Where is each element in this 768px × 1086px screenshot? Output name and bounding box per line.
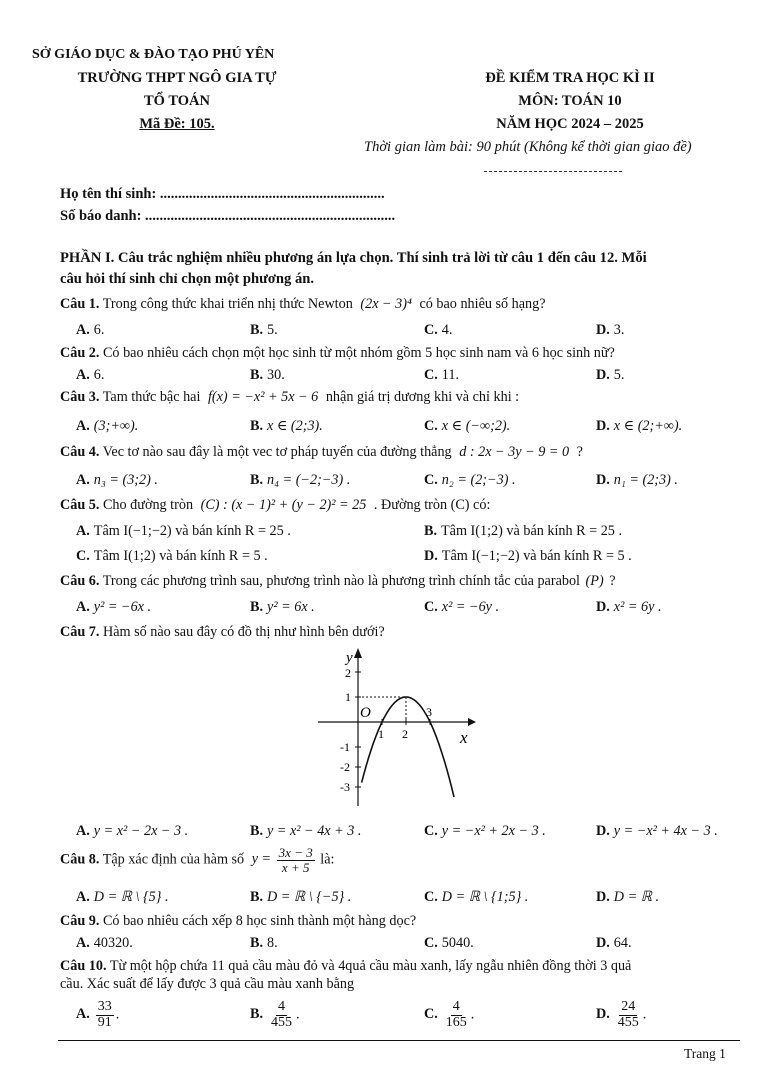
group-name: TỔ TOÁN [144, 93, 210, 109]
question-text: Hàm số nào sau đây có đồ thị như hình bên dưới? [102, 624, 385, 640]
question-text: Vec tơ nào sau đây là một vec tơ pháp tuyến của đường thẳng [102, 444, 452, 460]
q4-option-d[interactable]: D. n₁ = (2;3) . [596, 472, 678, 488]
question-number: Câu 5. [60, 497, 100, 513]
question-math: d : 2x − 3y − 9 = 0 [459, 444, 570, 460]
question-7 [60, 624, 750, 642]
question-math: f(x) = −x² + 5x − 6 [207, 389, 319, 405]
student-name-field: Họ tên thí sinh: .............................................................. [60, 186, 385, 202]
y-tick-label: 2 [345, 666, 351, 680]
q9-option-b[interactable]: B. 8. [250, 935, 278, 951]
q1-option-b[interactable]: B. 5. [250, 322, 278, 338]
q6-option-c[interactable]: C. x² = −6y . [424, 599, 500, 615]
q9-option-d[interactable]: D. 64. [596, 935, 632, 951]
x-tick-label: 2 [402, 727, 408, 741]
q4-option-a[interactable]: A. n₃ = (3;2) . [76, 472, 158, 488]
question-text: có bao nhiêu số hạng? [419, 296, 546, 312]
x-axis-arrow-icon [468, 718, 476, 726]
question-text: cầu. Xác suất để lấy được 3 quả cầu màu xanh bằng [60, 975, 355, 992]
question-number: Câu 6. [60, 573, 100, 589]
q6-option-d[interactable]: D. x² = 6y . [596, 599, 662, 615]
q8-option-a[interactable]: A. D = ℝ \ {5} . [76, 889, 169, 905]
question-math: (C) : (x − 1)² + (y − 2)² = 25 [200, 497, 367, 513]
q5-option-a[interactable]: A. Tâm I(−1;−2) và bán kính R = 25 . [76, 523, 291, 539]
school-name: TRƯỜNG THPT NGÔ GIA TỰ [77, 70, 277, 86]
question-text: Trong công thức khai triển nhị thức Newton [102, 296, 353, 312]
q4-option-b[interactable]: B. n₄ = (−2;−3) . [250, 472, 351, 488]
q3-option-a[interactable]: A. (3;+∞). [76, 418, 139, 434]
q10-option-c[interactable]: C. $\frac{4}{165}$ . [424, 999, 475, 1030]
q4-option-c[interactable]: C. n₂ = (2;−3) . [424, 472, 516, 488]
q6-option-b[interactable]: B. y² = 6x . [250, 599, 315, 615]
q2-option-a[interactable]: A. 6. [76, 367, 105, 383]
question-text: ? [609, 573, 616, 589]
exam-code: Mã Đề: 105. [139, 116, 215, 132]
question-math: y = [251, 851, 272, 868]
question-2 [60, 345, 750, 363]
question-text: Có bao nhiêu cách xếp 8 học sinh thành một hàng dọc? [102, 913, 417, 929]
q2-option-c[interactable]: C. 11. [424, 367, 460, 383]
q7-option-a[interactable]: A. y = x² − 2x − 3 . [76, 823, 189, 839]
question-text: Có bao nhiêu cách chọn một học sinh từ một nhóm gồm 5 học sinh nam và 6 học sinh nữ? [102, 345, 615, 361]
question-text: Cho đường tròn [102, 497, 194, 513]
q7-option-d[interactable]: D. y = −x² + 4x − 3 . [596, 823, 718, 839]
y-tick-label: -3 [340, 780, 350, 794]
q7-option-b[interactable]: B. y = x² − 4x + 3 . [250, 823, 362, 839]
question-6 [60, 573, 750, 591]
question-9 [60, 913, 750, 931]
question-10 [60, 958, 750, 994]
page-number: Trang 1 [684, 1046, 726, 1061]
footer-rule [58, 1040, 740, 1041]
question-text: là: [320, 851, 335, 868]
question-math: (2x − 3)⁴ [360, 296, 412, 312]
y-tick-label: -1 [340, 740, 350, 754]
q1-option-d[interactable]: D. 3. [596, 322, 625, 338]
part1-heading-line1: PHẦN I. Câu trắc nghiệm nhiều phương án lựa chọn. Thí sinh trả lời từ câu 1 đến câu 12. Mỗi [60, 250, 647, 266]
question-text: ? [576, 444, 583, 460]
question-text: Từ một hộp chứa 11 quả cầu màu đỏ và 4quả cầu màu xanh, lấy ngẫu nhiên đồng thời 3 quả [109, 958, 632, 974]
question-text: Tam thức bậc hai [102, 389, 201, 405]
parabola-graph [318, 646, 498, 816]
y-axis-label: y [346, 650, 353, 666]
q1-option-a[interactable]: A. 6. [76, 322, 105, 338]
question-text: nhận giá trị dương khi và chỉ khi : [325, 389, 520, 405]
q2-option-d[interactable]: D. 5. [596, 367, 625, 383]
q7-option-c[interactable]: C. y = −x² + 2x − 3 . [424, 823, 546, 839]
q5-option-b[interactable]: B. Tâm I(1;2) và bán kính R = 25 . [424, 523, 622, 539]
y-tick-label: -2 [340, 760, 350, 774]
student-id-field: Số báo danh: ..................................................................... [60, 208, 396, 224]
question-fraction: $\frac{3x - 3}{x + 5}$ [278, 845, 313, 875]
question-number: Câu 9. [60, 913, 100, 929]
parabola-curve [362, 697, 454, 797]
q1-option-c[interactable]: C. 4. [424, 322, 453, 338]
q5-option-c[interactable]: C. Tâm I(1;2) và bán kính R = 5 . [76, 548, 268, 564]
q10-option-d[interactable]: D. $\frac{24}{455}$ . [596, 999, 647, 1030]
question-number: Câu 2. [60, 345, 100, 361]
question-number: Câu 1. [60, 296, 100, 312]
question-number: Câu 3. [60, 389, 100, 405]
origin-label: O [360, 705, 371, 721]
q5-option-d[interactable]: D. Tâm I(−1;−2) và bán kính R = 5 . [424, 548, 632, 564]
q2-option-b[interactable]: B. 30. [250, 367, 285, 383]
exam-year: NĂM HỌC 2024 – 2025 [496, 116, 644, 132]
question-number: Câu 10. [60, 958, 107, 974]
question-text: Trong các phương trình sau, phương trình nào là phương trình chính tắc của parabol [102, 573, 580, 589]
exam-subject: MÔN: TOÁN 10 [518, 93, 622, 109]
question-math: (P) [585, 573, 604, 589]
x-tick-label: 1 [378, 727, 384, 741]
header-divider [484, 171, 622, 172]
question-1 [60, 296, 750, 314]
q6-option-a[interactable]: A. y² = −6x . [76, 599, 152, 615]
question-8 [60, 846, 750, 874]
q3-option-c[interactable]: C. x ∈ (−∞;2). [424, 418, 511, 434]
part1-heading-line2: câu hỏi thí sinh chỉ chọn một phương án. [60, 271, 315, 287]
question-text: Tập xác định của hàm số [102, 851, 245, 868]
x-tick-label: 3 [426, 705, 432, 719]
exam-time: Thời gian làm bài: 90 phút (Không kể thời gian giao đề) [364, 139, 692, 155]
question-text: . Đường tròn (C) có: [373, 497, 491, 513]
q9-option-a[interactable]: A. 40320. [76, 935, 133, 951]
x-axis-label: x [460, 728, 468, 747]
question-4 [60, 444, 750, 462]
q10-option-a[interactable]: A. $\frac{33}{91}$ . [76, 999, 120, 1030]
q9-option-c[interactable]: C. 5040. [424, 935, 474, 951]
question-3 [60, 389, 750, 407]
department-name: SỞ GIÁO DỤC & ĐÀO TẠO PHÚ YÊN [32, 47, 275, 62]
question-5 [60, 497, 750, 515]
y-axis-arrow-icon [354, 648, 362, 658]
question-number: Câu 7. [60, 624, 100, 640]
q8-option-c[interactable]: C. D = ℝ \ {1;5} . [424, 889, 529, 905]
question-number: Câu 8. [60, 851, 100, 868]
q3-option-b[interactable]: B. x ∈ (2;3). [250, 418, 323, 434]
q8-option-d[interactable]: D. D = ℝ . [596, 889, 660, 905]
question-number: Câu 4. [60, 444, 100, 460]
q10-option-b[interactable]: B. $\frac{4}{455}$ . [250, 999, 300, 1030]
q3-option-d[interactable]: D. x ∈ (2;+∞). [596, 418, 683, 434]
y-tick-label: 1 [345, 690, 351, 704]
exam-title: ĐỀ KIỂM TRA HỌC KÌ II [485, 70, 655, 86]
q8-option-b[interactable]: B. D = ℝ \ {−5} . [250, 889, 352, 905]
